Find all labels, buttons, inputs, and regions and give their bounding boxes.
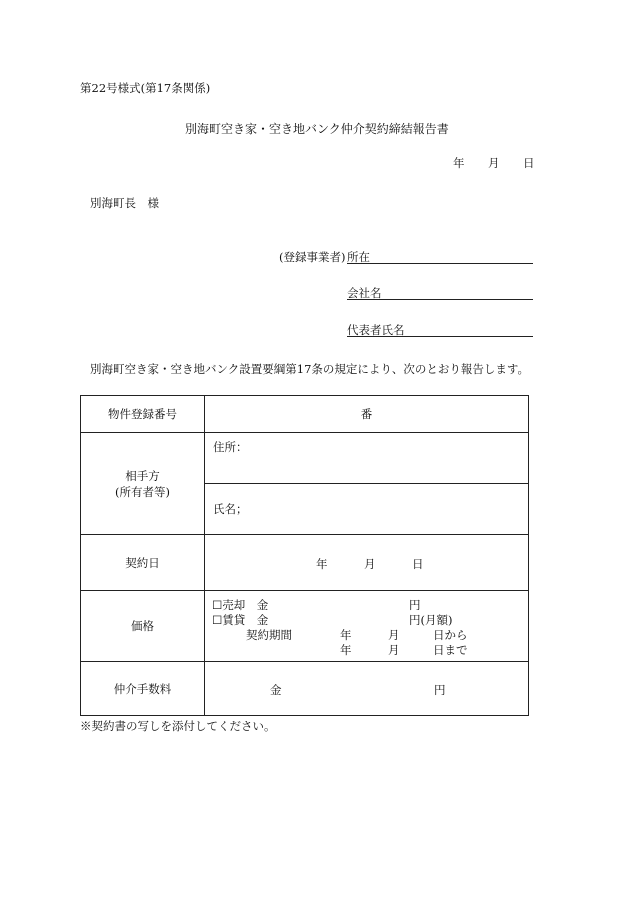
period-year-to: 年 xyxy=(340,643,352,657)
period-from: 日から xyxy=(433,628,468,642)
period-year-from: 年 xyxy=(340,628,352,642)
fee-row xyxy=(81,662,529,716)
footnote: ※契約書の写しを添付してください。 xyxy=(80,719,276,733)
contract-year: 年 xyxy=(316,557,328,571)
contract-month: 月 xyxy=(364,557,376,571)
fee-kin: 金 xyxy=(270,683,282,697)
date-year: 年 xyxy=(453,156,465,170)
period-label: 契約期間 xyxy=(246,628,292,642)
price-cell[interactable] xyxy=(205,591,529,662)
document-title: 別海町空き家・空き地バンク仲介契約締結報告書 xyxy=(185,122,449,136)
rent-yen: 円(月額) xyxy=(409,613,453,627)
sale-option[interactable]: ☐売却 金 xyxy=(212,598,269,612)
period-month-to: 月 xyxy=(388,643,400,657)
addressee: 別海町長 様 xyxy=(90,196,159,210)
contract-date-label: 契約日 xyxy=(81,535,205,591)
report-table xyxy=(80,395,529,716)
statement-text: 別海町空き家・空き地バンク設置要綱第17条の規定により、次のとおり報告します。 xyxy=(90,362,529,376)
fee-cell[interactable] xyxy=(205,662,529,716)
counterparty-name-cell[interactable] xyxy=(205,484,529,535)
company-label: 会社名 xyxy=(347,286,382,300)
contract-date-row xyxy=(81,535,529,591)
property-number-label: 物件登録番号 xyxy=(81,396,205,433)
contract-day: 日 xyxy=(412,557,424,571)
rent-option[interactable]: ☐賃貸 金 xyxy=(212,613,269,627)
reporter-role-label: (登録事業者) xyxy=(279,250,346,264)
counterparty-label xyxy=(81,433,205,535)
period-month-from: 月 xyxy=(388,628,400,642)
counterparty-address-cell[interactable] xyxy=(205,433,529,484)
property-number-row xyxy=(81,396,529,433)
counterparty-label-line2: (所有者等) xyxy=(115,484,170,499)
representative-underline[interactable] xyxy=(347,336,533,337)
period-to: 日まで xyxy=(433,643,468,657)
representative-label: 代表者氏名 xyxy=(347,323,405,337)
sale-yen: 円 xyxy=(409,598,421,612)
form-number: 第22号様式(第17条関係) xyxy=(80,81,211,95)
address-label: 所在 xyxy=(347,250,370,264)
fee-label: 仲介手数料 xyxy=(81,662,205,716)
price-row xyxy=(81,591,529,662)
counterparty-address-row xyxy=(81,433,529,484)
property-number-cell[interactable] xyxy=(205,396,529,433)
date-day: 日 xyxy=(523,156,535,170)
price-label: 価格 xyxy=(81,591,205,662)
address-field-label: 住所： xyxy=(213,440,248,454)
contract-date-cell[interactable] xyxy=(205,535,529,591)
address-underline[interactable] xyxy=(347,263,533,264)
company-underline[interactable] xyxy=(347,299,533,300)
property-number-suffix: 番 xyxy=(360,407,373,421)
name-field-label: 氏名； xyxy=(213,502,248,516)
fee-yen: 円 xyxy=(434,683,446,697)
date-month: 月 xyxy=(488,156,500,170)
counterparty-label-line1: 相手方 xyxy=(125,468,160,483)
